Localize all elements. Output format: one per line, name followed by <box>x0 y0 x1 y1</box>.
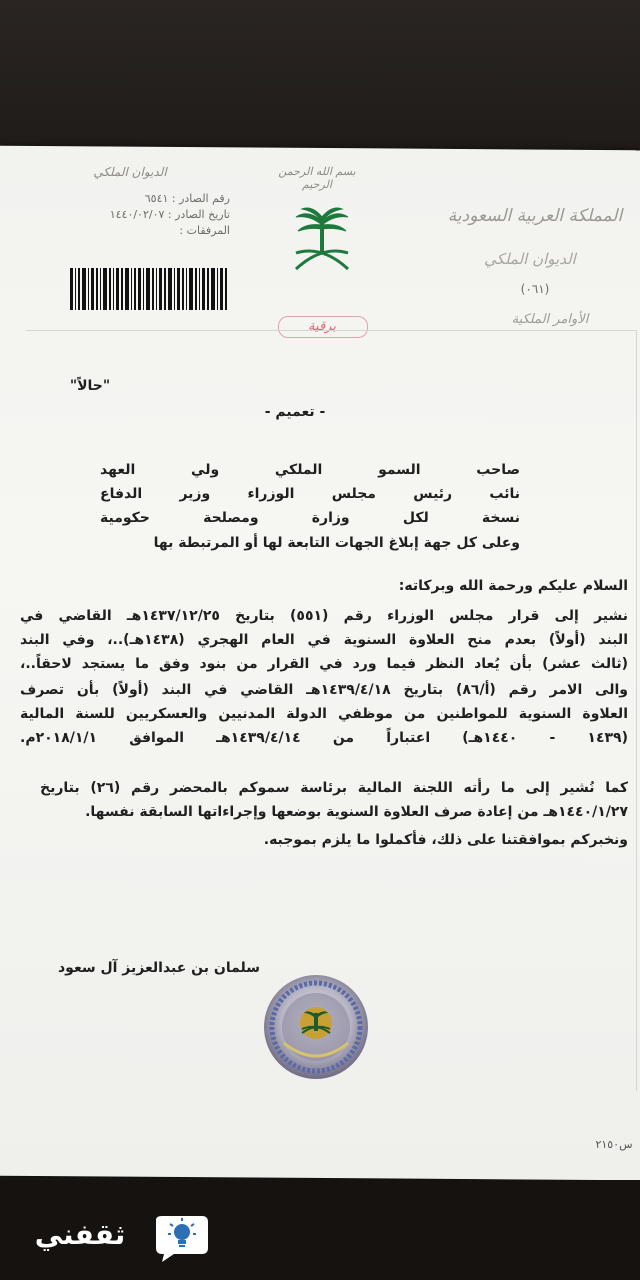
attachments-label: المرفقات : <box>179 224 230 237</box>
body-line: (ثالث عشر) بأن يُعاد النظر فيما ورد في القرار من بنود وفق ما يستجد لاحقاً..، <box>20 656 628 672</box>
royal-seal-icon <box>262 973 370 1081</box>
signature-name: سلمان بن عبدالعزيز آل سعود <box>57 960 260 976</box>
recipient-line: نسخة لكل وزارة ومصلحة حكومية <box>100 510 520 526</box>
body-line: ونخبركم بموافقتنا على ذلك، فأكملوا ما يلزم بموجبه. <box>263 832 628 848</box>
greeting: السلام عليكم ورحمة الله وبركاته: <box>398 578 628 594</box>
phone-code: (٠٦١) <box>520 282 550 296</box>
recipient-line: صاحب السمو الملكي ولي العهد <box>100 462 520 478</box>
document-code: س٢١٥٠ <box>595 1138 633 1151</box>
telegram-label: برقية <box>308 319 336 334</box>
royal-orders-label: الأوامر الملكية <box>511 312 589 327</box>
issue-date: تاريخ الصادر : ١٤٤٠/٠٢/٠٧ <box>109 208 230 221</box>
recipient-line: نائب رئيس مجلس الوزراء وزير الدفاع <box>100 486 520 502</box>
background-top <box>0 0 640 160</box>
kingdom-title: المملكة العربية السعودية <box>447 206 623 226</box>
brand-logo <box>20 1212 230 1268</box>
diwan-small-label: الديوان الملكي <box>93 165 167 179</box>
issue-number: رقم الصادر : ٦٥٤١ <box>144 192 230 205</box>
barcode <box>68 268 228 310</box>
speech-bubble-lightbulb-icon <box>148 1214 212 1264</box>
body-line: ١٤٤٠/١/٢٧هـ من إعادة صرف العلاوة السنوية بوضعها وإجراءاتها السابقة نفسها. <box>85 804 628 820</box>
body-line: كما نُشير إلى ما رأته اللجنة المالية برئاسة سموكم بالمحضر رقم (٢٦) بتاريخ <box>40 780 628 796</box>
body-line: (١٤٣٩ - ١٤٤٠هـ) اعتباراً من ١٤٣٩/٤/١٤هـ الموافق ٢٠١٨/١/١م. <box>20 730 629 746</box>
palm-swords-emblem-icon <box>290 205 354 275</box>
recipient-line: وعلى كل جهة إبلاغ الجهات التابعة لها أو المرتبطة بها <box>153 535 520 551</box>
body-line: والى الامر رقم (أ/٨٦) بتاريخ ١٤٣٩/٤/١٨هـ القاضي في البند (أولاً) بأن تصرف <box>20 682 628 698</box>
circular-heading: - تعميم - <box>264 404 326 420</box>
brand-name: ثقفني <box>34 1218 126 1251</box>
basmala: بسم الله الرحمن الرحيم <box>278 165 356 191</box>
body-line: نشير إلى قرار مجلس الوزراء رقم (٥٥١) بتاريخ ١٤٣٧/١٢/٢٥هـ القاضي في <box>20 608 628 624</box>
urgency-label: "حالاً" <box>69 378 111 394</box>
diwan-title: الديوان الملكي <box>484 250 576 268</box>
body-line: العلاوة السنوية للمواطنين من موظفي الدولة المدنيين والعسكريين للسنة المالية <box>20 706 628 722</box>
body-line: البند (أولاً) بعدم منح العلاوة السنوية في العام الهجري (١٤٣٨هـ)..، وفي البند <box>20 632 628 648</box>
